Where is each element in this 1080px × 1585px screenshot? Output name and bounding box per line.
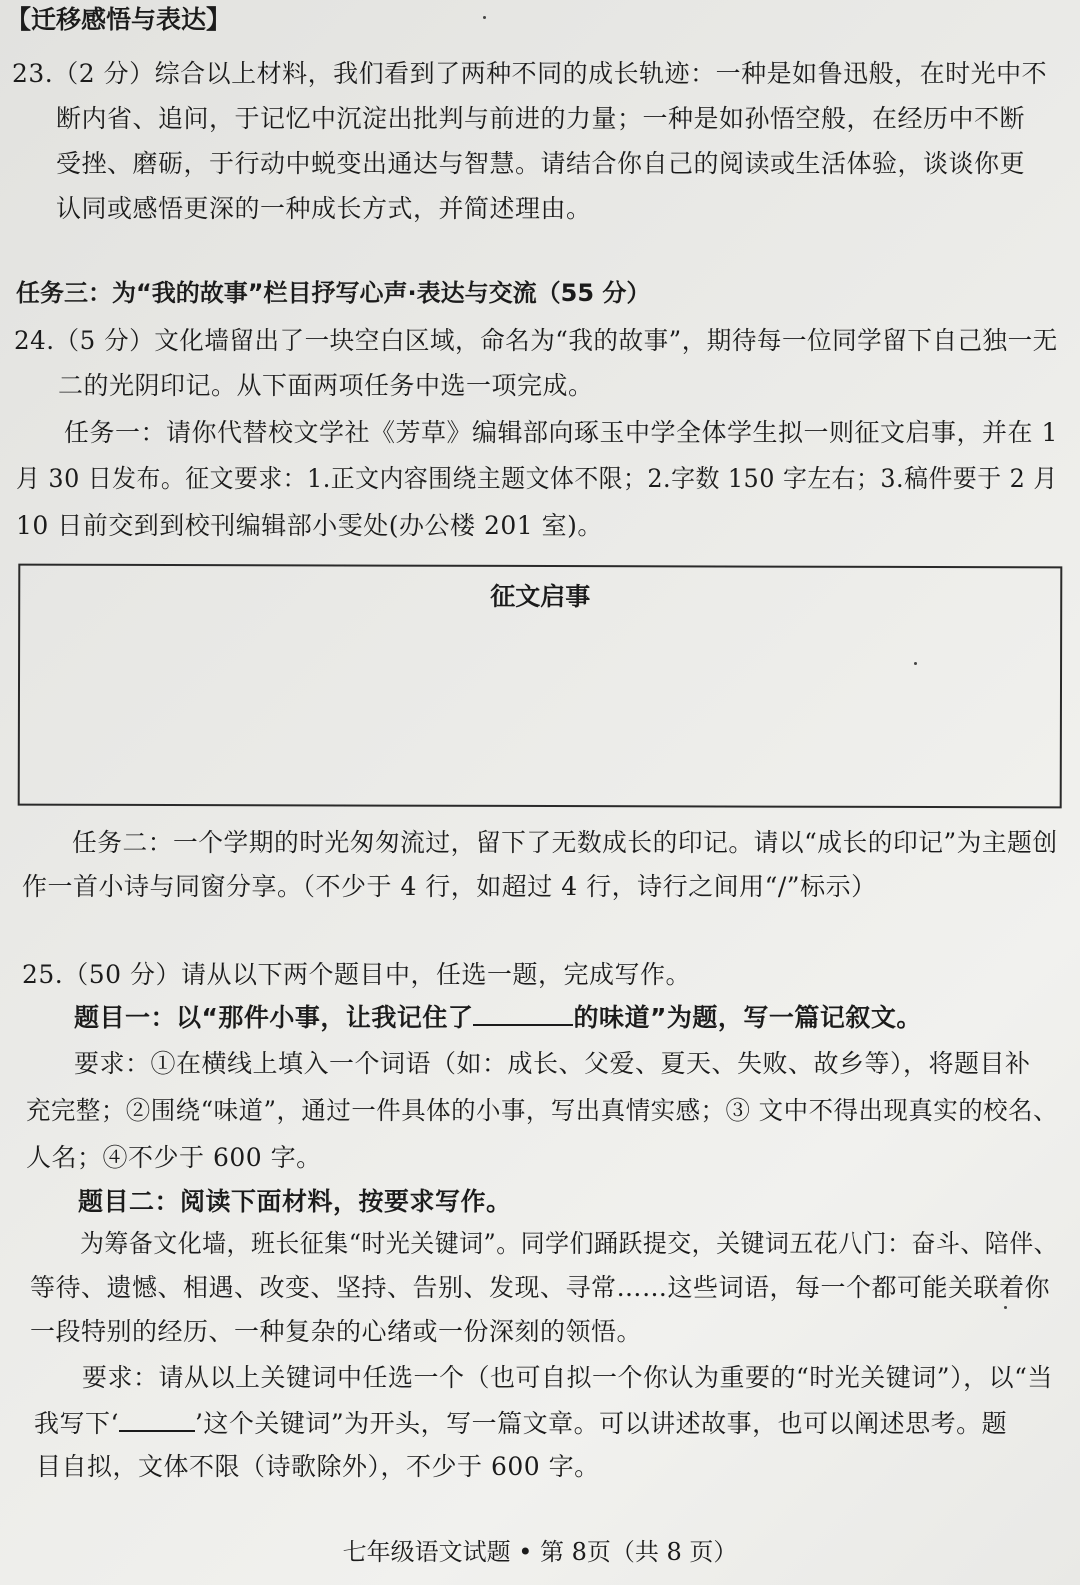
q24-task2-line-1: 任务二：一个学期的时光匆匆流过，留下了无数成长的印记。请以“成长的印记”为主题创: [72, 828, 1058, 857]
q25-req2-line-2-prefix: 我写下‘: [34, 1409, 119, 1438]
q24-task1-line-3: 10 日前交到到校刊编辑部小雯处(办公楼 201 室)。: [16, 511, 603, 540]
q25-req2-line-2-suffix: ’这个关键词”为开头，写一篇文章。可以讲述故事，也可以阐述思考。题: [194, 1409, 1008, 1438]
q24-task1-line-1: 任务一：请你代替校文学社《芳草》编辑部向琢玉中学全体学生拟一则征文启事，并在 1: [64, 418, 1058, 447]
speck: [483, 16, 486, 19]
q24-task2-line-2: 作一首小诗与同窗分享。（不少于 4 行，如超过 4 行，诗行之间用“/”标示）: [22, 872, 877, 901]
q25-req2-line-2: [34, 1406, 1007, 1441]
q24-line-2: 二的光阴印记。从下面两项任务中选一项完成。: [58, 371, 594, 400]
q25-material-line-1: 为筹备文化墙，班长征集“时光关键词”。同学们踊跃提交，关键词五花八门：奋斗、陪伴、: [80, 1229, 1059, 1258]
essay-notice-title: 征文启事: [490, 581, 591, 612]
q25-topic1-prefix: 题目一：以“那件小事，让我记住了: [74, 1003, 474, 1032]
q25-req2-line-1: 要求：请从以上关键词中任选一个（也可自拟一个你认为重要的“时光关键词”），以“当: [82, 1363, 1053, 1392]
essay-notice-answer-box[interactable]: [18, 564, 1063, 809]
q25-intro: 25.（50 分）请从以下两个题目中，任选一题，完成写作。: [22, 960, 692, 989]
q25-topic1-suffix: 的味道”为题，写一篇记叙文。: [573, 1003, 922, 1032]
speck: [1004, 1306, 1007, 1309]
q25-topic1: [74, 1000, 922, 1035]
q24-task1-line-2: 月 30 日发布。征文要求：1.正文内容围绕主题文体不限；2.字数 150 字左右；3.稿件要于 2 月: [16, 464, 1058, 493]
q23-line-3: 受挫、磨砺，于行动中蜕变出通达与智慧。请结合你自己的阅读或生活体验，谈谈你更: [56, 149, 1026, 178]
q25-req1-line-3: 人名；④不少于 600 字。: [26, 1143, 322, 1172]
page-footer: 七年级语文试题 • 第 8页（共 8 页）: [342, 1538, 738, 1566]
q25-topic2-title: 题目二：阅读下面材料，按要求写作。: [78, 1187, 512, 1216]
q23-line-2: 断内省、追问，于记忆中沉淀出批判与前进的力量；一种是如孙悟空般，在经历中不断: [56, 104, 1026, 133]
q25-req1-line-2: 充完整；②围绕“味道”，通过一件具体的小事，写出真情实感；③ 文中不得出现真实的校名、: [26, 1096, 1059, 1125]
keyword-fill-blank[interactable]: [119, 1406, 195, 1432]
q25-req1-line-1: 要求：①在横线上填入一个词语（如：成长、父爱、夏天、失败、故乡等），将题目补: [74, 1049, 1031, 1078]
q25-material-line-2: 等待、遗憾、相遇、改变、坚持、告别、发现、寻常……这些词语，每一个都可能关联着你: [30, 1273, 1051, 1302]
q25-req2-line-3: 目自拟，文体不限（诗歌除外），不少于 600 字。: [36, 1452, 600, 1481]
speck: [914, 662, 917, 665]
q25-material-line-3: 一段特别的经历、一种复杂的心绪或一份深刻的领悟。: [30, 1317, 643, 1346]
topic1-fill-blank[interactable]: [473, 1000, 573, 1026]
section-header: 【迁移感悟与表达】: [6, 5, 232, 34]
q23-line-1: 23.（2 分）综合以上材料，我们看到了两种不同的成长轨迹：一种是如鲁迅般，在时光中不: [12, 59, 1048, 88]
q24-line-1: 24.（5 分）文化墙留出了一块空白区域，命名为“我的故事”，期待每一位同学留下自己独一无: [14, 326, 1058, 355]
q23-line-4: 认同或感悟更深的一种成长方式，并简述理由。: [56, 194, 592, 223]
task3-heading: 任务三：为“我的故事”栏目抒写心声·表达与交流（55 分）: [16, 279, 651, 307]
